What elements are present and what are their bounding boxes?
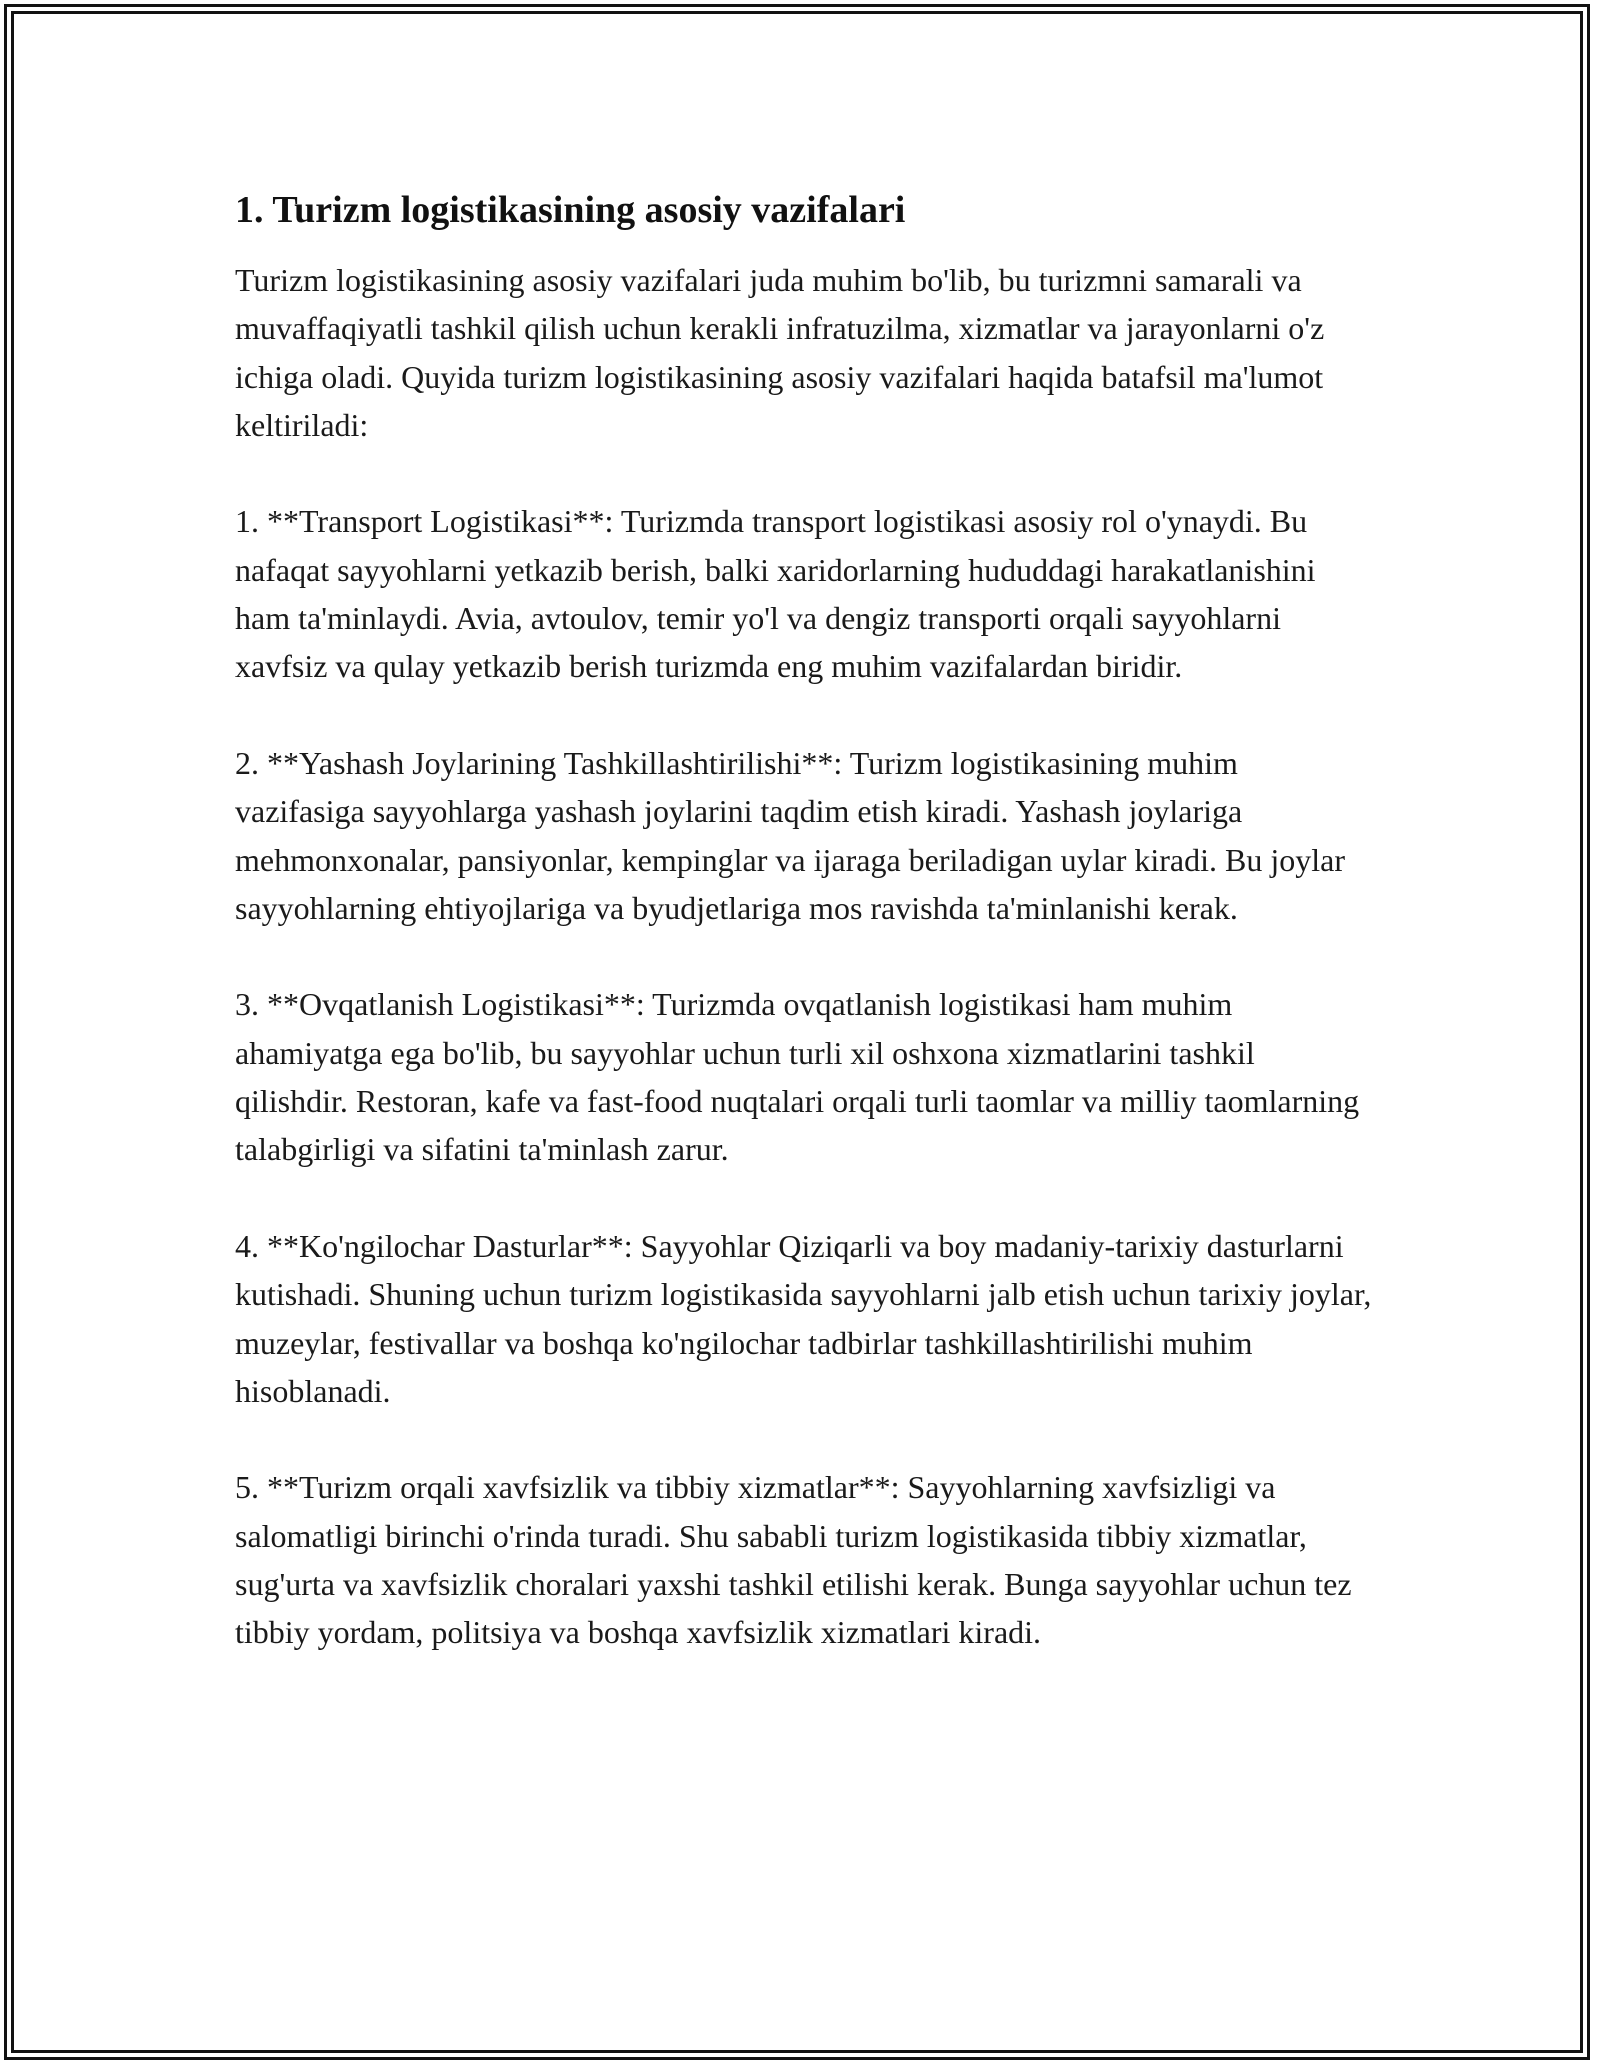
paragraph-safety-medical: 5. **Turizm orqali xavfsizlik va tibbiy xizmatlar**: Sayyohlarning xavfsizligi va salomatligi birinchi o'rinda turadi. Shu sababli turizm logistikasida tibbiy xizmatlar, sug'urta va xavfsizlik choralari yaxshi tashkil etilishi kerak. Bunga sayyohlar uchun tez tibbiy yordam, politsiya va boshqa xavfsizlik xizmatlari kiradi. [235,1469,1352,1651]
paragraph-entertainment: 4. **Ko'ngilochar Dasturlar**: Sayyohlar Qiziqarli va boy madaniy-tarixiy dasturlarni kutishadi. Shuning uchun turizm logistikasida sayyohlarni jalb etish uchun tarixiy joylar, muzeylar, festivallar va boshqa ko'ngilochar tadbirlar tashkillashtirilishi muhim hisoblanadi. [235,1227,1372,1409]
document-body [235,186,1375,1705]
intro-paragraph: Turizm logistikasining asosiy vazifalari juda muhim bo'lib, bu turizmni samarali va muvaffaqiyatli tashkil qilish uchun kerakli infratuzilma, xizmatlar va jarayonlarni o'z ichiga oladi. Quyida turizm logistikasining asosiy vazifalari haqida batafsil ma'lumot keltiriladi: [235,262,1325,443]
paragraph-accommodation: 2. **Yashash Joylarining Tashkillashtirilishi**: Turizm logistikasining muhim vazifasiga sayyohlarga yashash joylarini taqdim etish kiradi. Yashash joylariga mehmonxonalar, pansiyonlar, kempinglar va ijaraga beriladigan uylar kiradi. Bu joylar sayyohlarning ehtiyojlariga va byudjetlariga mos ravishda ta'minlanishi kerak. [235,744,1345,926]
paragraph-food-logistics: 3. **Ovqatlanish Logistikasi**: Turizmda ovqatlanish logistikasi ham muhim ahamiyatga ega bo'lib, bu sayyohlar uchun turli xil oshxona xizmatlarini tashkil qilishdir. Restoran, kafe va fast-food nuqtalari orqali turli taomlar va milliy taomlarning talabgirligi va sifatini ta'minlash zarur. [235,986,1360,1168]
section-heading: 1. Turizm logistikasining asosiy vazifalari [235,189,906,231]
paragraph-transport-logistics: 1. **Transport Logistikasi**: Turizmda transport logistikasi asosiy rol o'ynaydi. Bu nafaqat sayyohlarni yetkazib berish, balki xaridorlarning hududdagi harakatlanishini ham ta'minlaydi. Avia, avtoulov, temir yo'l va dengiz transporti orqali sayyohlarni xavfsiz va qulay yetkazib berish turizmda eng muhim vazifalardan biridir. [235,503,1316,685]
